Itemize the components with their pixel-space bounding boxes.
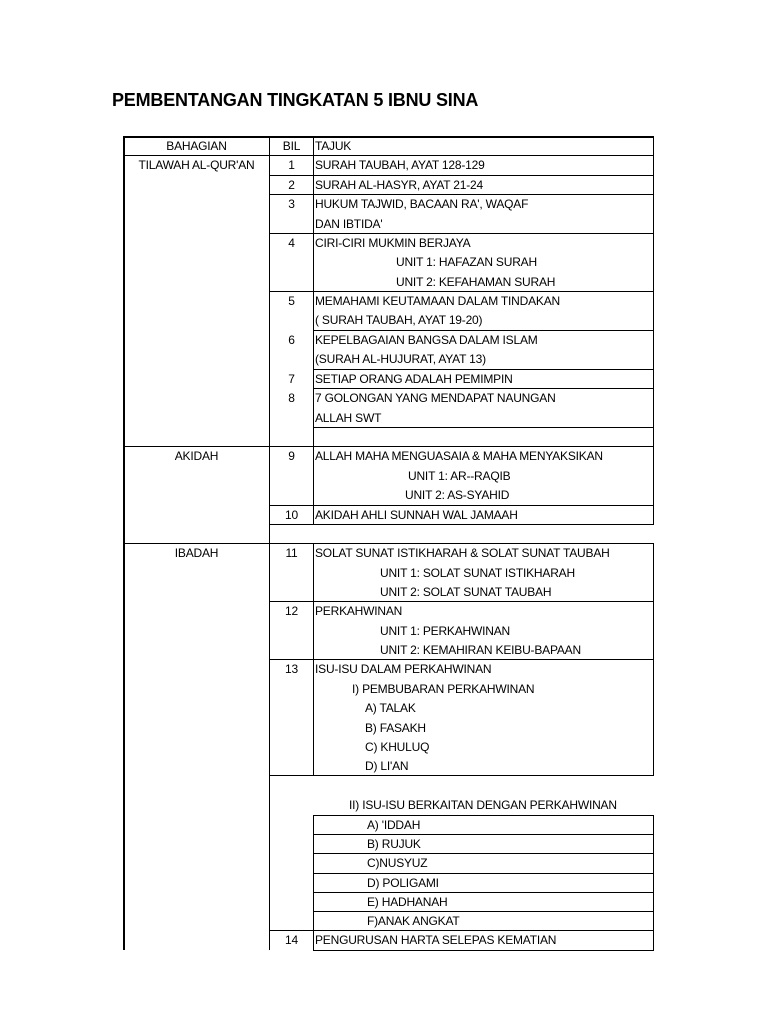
topic-line: II) ISU-ISU BERKAITAN DENGAN PERKAHWINAN bbox=[349, 798, 617, 812]
row-divider bbox=[313, 873, 654, 874]
topic-line: PENGURUSAN HARTA SELEPAS KEMATIAN bbox=[315, 933, 557, 947]
bil-number: 5 bbox=[288, 294, 295, 308]
topic-line: UNIT 1: PERKAHWINAN bbox=[380, 624, 510, 638]
section-divider bbox=[123, 543, 654, 544]
row-divider bbox=[269, 291, 654, 292]
bil-number: 9 bbox=[288, 449, 295, 463]
row-divider bbox=[269, 601, 654, 602]
bil-number: 13 bbox=[285, 662, 298, 676]
topic-line: C)NUSYUZ bbox=[367, 856, 428, 870]
row-divider bbox=[313, 815, 654, 816]
topic-line: UNIT 1: AR--RAQIB bbox=[408, 469, 511, 483]
topic-line: MEMAHAMI KEUTAMAAN DALAM TINDAKAN bbox=[315, 294, 560, 308]
row-divider bbox=[269, 775, 654, 776]
topic-line: CIRI-CIRI MUKMIN BERJAYA bbox=[315, 236, 471, 250]
topic-line: B) RUJUK bbox=[367, 837, 421, 851]
row-divider bbox=[269, 659, 654, 660]
table-right-border bbox=[653, 447, 654, 525]
topic-line: SURAH TAUBAH, AYAT 128-129 bbox=[315, 158, 485, 172]
topic-line: A) 'IDDAH bbox=[367, 818, 421, 832]
row-divider bbox=[313, 369, 654, 370]
row-divider bbox=[313, 950, 654, 951]
row-divider bbox=[313, 834, 654, 835]
topic-line: (SURAH AL-HUJURAT, AYAT 13) bbox=[315, 352, 486, 366]
topic-line: SOLAT SUNAT ISTIKHARAH & SOLAT SUNAT TAUBAH bbox=[315, 546, 610, 560]
bil-number: 12 bbox=[285, 604, 298, 618]
row-divider bbox=[269, 194, 654, 195]
section-tilawah: TILAWAH AL-QUR'AN bbox=[138, 158, 255, 172]
bil-number: 7 bbox=[288, 372, 295, 386]
topic-line: DAN IBTIDA' bbox=[315, 217, 383, 231]
row-divider bbox=[313, 330, 654, 331]
topic-line: SETIAP ORANG ADALAH PEMIMPIN bbox=[315, 372, 513, 386]
topic-line: D) POLIGAMI bbox=[367, 876, 439, 890]
page-title: PEMBENTANGAN TINGKATAN 5 IBNU SINA bbox=[112, 90, 479, 110]
bil-number: 8 bbox=[288, 391, 295, 405]
topic-line: KEPELBAGAIAN BANGSA DALAM ISLAM bbox=[315, 333, 538, 347]
topic-line: UNIT 2: KEMAHIRAN KEIBU-BAPAAN bbox=[380, 643, 581, 657]
bil-number: 2 bbox=[288, 178, 295, 192]
topic-line: UNIT 2: AS-SYAHID bbox=[405, 488, 510, 502]
topic-line: PERKAHWINAN bbox=[315, 604, 403, 618]
bil-number: 11 bbox=[285, 546, 298, 560]
topic-line: ISU-ISU DALAM PERKAHWINAN bbox=[315, 662, 492, 676]
topic-line: E) HADHANAH bbox=[367, 895, 448, 909]
topic-line: A) TALAK bbox=[365, 701, 416, 715]
topic-line: ALLAH SWT bbox=[315, 411, 382, 425]
row-divider bbox=[269, 524, 654, 525]
topic-line: ALLAH MAHA MENGUASAIA & MAHA MENYAKSIKAN bbox=[315, 449, 603, 463]
section-divider bbox=[123, 446, 654, 447]
row-divider bbox=[313, 892, 654, 893]
topic-line: ( SURAH TAUBAH, AYAT 19-20) bbox=[315, 313, 483, 327]
bil-number: 4 bbox=[288, 236, 295, 250]
topic-line: SURAH AL-HASYR, AYAT 21-24 bbox=[315, 178, 483, 192]
topic-line: HUKUM TAJWID, BACAAN RA', WAQAF bbox=[315, 197, 529, 211]
topic-line: D) LI'AN bbox=[365, 759, 409, 773]
header-bottom-border bbox=[123, 155, 654, 156]
topic-line: F)ANAK ANGKAT bbox=[367, 914, 460, 928]
topic-line: UNIT 2: SOLAT SUNAT TAUBAH bbox=[380, 585, 552, 599]
topic-line: 7 GOLONGAN YANG MENDAPAT NAUNGAN bbox=[315, 391, 556, 405]
bil-number: 6 bbox=[288, 333, 295, 347]
topic-line: UNIT 2: KEFAHAMAN SURAH bbox=[396, 275, 556, 289]
topic-line: B) FASAKH bbox=[365, 721, 426, 735]
topic-line: UNIT 1: HAFAZAN SURAH bbox=[396, 255, 537, 269]
topic-line: AKIDAH AHLI SUNNAH WAL JAMAAH bbox=[315, 508, 518, 522]
tajuk-column-divider bbox=[313, 447, 314, 525]
topic-line: I) PEMBUBARAN PERKAHWINAN bbox=[352, 682, 535, 696]
topic-line: C) KHULUQ bbox=[365, 740, 430, 754]
row-divider bbox=[269, 930, 654, 931]
header-tajuk: TAJUK bbox=[315, 139, 352, 153]
topic-line: UNIT 1: SOLAT SUNAT ISTIKHARAH bbox=[380, 566, 575, 580]
row-divider bbox=[313, 427, 654, 428]
row-divider bbox=[313, 853, 654, 854]
section-ibadah: IBADAH bbox=[174, 546, 219, 560]
row-divider bbox=[269, 505, 654, 506]
table-top-border bbox=[123, 136, 654, 138]
header-bil: BIL bbox=[282, 139, 301, 153]
bil-number: 1 bbox=[288, 158, 295, 172]
bil-number: 3 bbox=[288, 197, 295, 211]
row-divider bbox=[269, 233, 654, 234]
section-akidah: AKIDAH bbox=[174, 449, 219, 463]
row-divider bbox=[269, 175, 654, 176]
row-divider bbox=[313, 911, 654, 912]
header-bahagian: BAHAGIAN bbox=[166, 139, 227, 153]
row-divider bbox=[313, 388, 654, 389]
bil-number: 14 bbox=[285, 933, 298, 947]
bil-number: 10 bbox=[285, 508, 298, 522]
